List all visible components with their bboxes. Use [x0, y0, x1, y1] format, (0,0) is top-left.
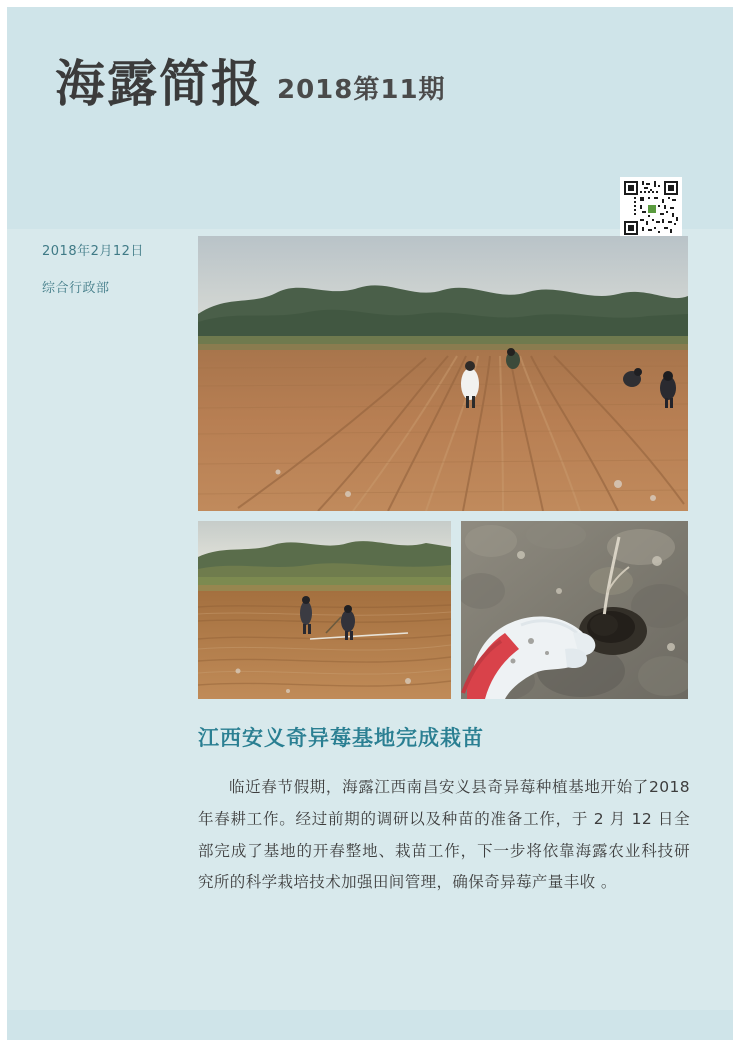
publish-date: 2018年2月12日 — [42, 244, 144, 259]
photo-field-planting-wide — [198, 236, 688, 511]
article-title: 江西安义奇异莓基地完成栽苗 — [198, 726, 484, 750]
masthead-issue: 2018第11期 — [277, 75, 446, 105]
article-body: 临近春节假期，海露江西南昌安义县奇异莓种植基地开始了2018 年春耕工作。经过前期的调研以及种苗的准备工作，于 2 月 12 日全部完成了基地的开春整地、栽苗工作，下一步将依靠海露农业科技研究所的科学栽培技术加强田间管理，确保奇异莓产量丰收 。 — [198, 778, 690, 892]
meta-column — [42, 240, 192, 296]
footer-strip — [7, 1010, 733, 1040]
masthead-title: 海露简报 — [55, 55, 263, 113]
header-band — [0, 7, 740, 229]
masthead — [55, 55, 446, 113]
qr-code-icon[interactable] — [620, 177, 682, 239]
article — [198, 722, 690, 899]
photo-hand-planting-seedling — [461, 521, 688, 699]
department-label: 综合行政部 — [42, 281, 110, 296]
photo-field-tilling — [198, 521, 451, 699]
